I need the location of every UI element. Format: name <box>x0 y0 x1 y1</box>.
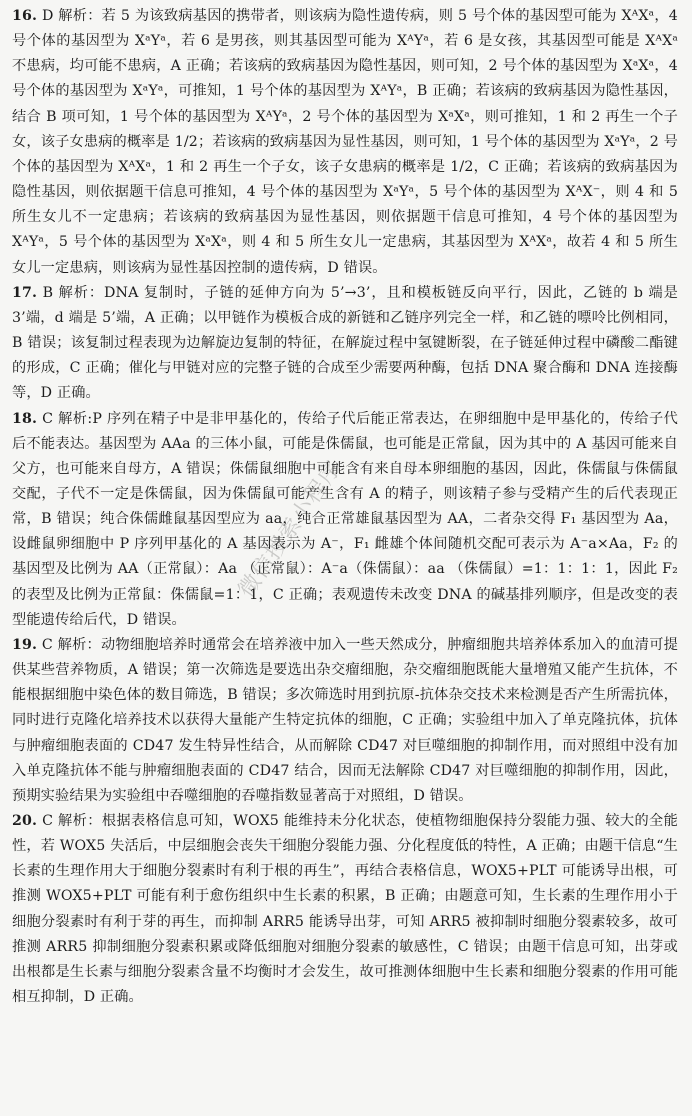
question-number: 19. <box>12 636 38 653</box>
question-number: 20. <box>12 813 38 829</box>
question-number: 18. <box>12 410 38 427</box>
answer-paragraph-20 <box>12 809 678 1010</box>
answer-text: C 解析：动物细胞培养时通常会在培养液中加入一些天然成分，肿瘤细胞共培养体系加入的血清可提供某些营养物质，A 错误；第一次筛选是要选出杂交瘤细胞，杂交瘤细胞既能大量增殖又能产生抗体，不能根据细胞中染色体的数目筛选，B 错误；多次筛选时用到抗原-抗体杂交技术来检测是否产生所需抗体，同时进行克隆化培养技术以获得大量能产生特定抗体的细胞，C 正确；实验组中加入了单克隆抗体，抗体与肿瘤细胞表面的 CD47 发生特异性结合，从而解除 CD47 对巨噬细胞的抑制作用，而对照组中没有加入单克隆抗体不能与肿瘤细胞表面的 CD47 结合，因而无法解除 CD47 对巨噬细胞的抑制作用，因此，预期实验结果为实验组中吞噬细胞的吞噬指数显著高于对照组，D 错误。 <box>12 636 678 804</box>
question-number: 16. <box>12 8 38 24</box>
answer-text: D 解析：若 5 为该致病基因的携带者，则该病为隐性遗传病，则 5 号个体的基因型可能为 XᴬXᵃ，4 号个体的基因型为 XᵃYᵃ，若 6 是男孩，则其基因型可能为 XᴬYᵃ，若 6 是女孩，其基因型可能是 XᴬXᵃ 不患病，均可能不患病，A 正确；若该病的致病基因为隐性基因，则可知，2 号个体的基因型为 XᵃXᵃ，4 号个体的基因型为 XᵃYᵃ，可推知，1 号个体的基因型为 XᴬYᵃ，B 正确；若该病的致病基因为隐性基因，结合 B 项可知，1 号个体的基因型为 XᴬYᵃ，2 号个体的基因型为 XᵃXᵃ，则可推知，1 和 2 再生一个子女，该子女患病的概率是 1/2；若该病的致病基因为显性基因，则可知，1 号个体的基因型为 XᵃYᵃ，2 号个体的基因型为 XᴬXᵃ，1 和 2 再生一个子女，该子女患病的概率是 1/2，C 正确；若该病的致病基因为隐性基因，则依据题干信息可推知，4 号个体的基因型为 XᵃYᵃ，5 号个体的基因型为 XᴬX⁻，则 4 和 5 所生女儿不一定患病；若该病的致病基因为显性基因，则依据题干信息可推知，4 号个体的基因型为 XᴬYᵃ，5 号个体的基因型为 XᵃXᵃ，则 4 和 5 所生女儿一定患病，其基因型为 XᴬXᵃ，故若 4 和 5 所生女儿一定患病，则该病为显性基因控制的遗传病，D 错误。 <box>12 8 678 276</box>
answer-text: B 解析：DNA 复制时，子链的延伸方向为 5’→3’，且和模板链反向平行，因此，乙链的 b 端是 3’端，d 端是 5’端，A 正确；以甲链作为模板合成的新链和乙链序列完全一样，和乙链的嘌呤比例相同，B 错误；该复制过程表现为边解旋边复制的特征，在解旋过程中氢键断裂，在子链延伸过程中磷酸二酯键的形成，C 正确；催化与甲链对应的完整子链的合成至少需要两种酶，包括 DNA 聚合酶和 DNA 连接酶等，D 正确。 <box>12 284 678 402</box>
answer-paragraph-19 <box>12 633 678 809</box>
answer-paragraph-17 <box>12 281 678 407</box>
answer-paragraph-16 <box>12 4 678 281</box>
answer-text: C 解析：根据表格信息可知，WOX5 能维持未分化状态，使植物细胞保持分裂能力强、较大的全能性，若 WOX5 失活后，中层细胞会丧失干细胞分裂能力强、分化程度低的特性，A 正确；由题干信息“生长素的生理作用大于细胞分裂素时有利于根的再生”，再结合表格信息，WOX5+PLT 可能诱导出根，可推测 WOX5+PLT 可能有利于愈伤组织中生长素的积累，B 正确；由题意可知，生长素的生理作用小于细胞分裂素时有利于芽的再生，而抑制 ARR5 能诱导出芽，可知 ARR5 被抑制时细胞分裂素较多，故可推测 ARR5 抑制细胞分裂素积累或降低细胞对细胞分裂素的敏感性，C 错误；由题干信息可知，出芽或出根都是生长素与细胞分裂素含量不均衡时才会发生，故可推测体细胞中生长素和细胞分裂素的作用可能相互抑制，D 正确。 <box>12 813 678 1006</box>
answer-text: C 解析:P 序列在精子中是非甲基化的，传给子代后能正常表达，在卵细胞中是甲基化的，传给子代后不能表达。基因型为 AAa 的三体小鼠，可能是侏儒鼠，也可能是正常鼠，因为其中的 A 基因可能来自父方，也可能来自母方，A 错误；侏儒鼠细胞中可能含有来自母本卵细胞的基因，因此，侏儒鼠与侏儒鼠交配，子代不一定是侏儒鼠，因为侏儒鼠可能产生含有 A 的精子，则该精子参与受精产生的后代表现正常，B 错误；纯合侏儒雌鼠基因型应为 aa，纯合正常雄鼠基因型为 AA，二者杂交得 F₁ 基因型为 Aa，设雌鼠卵细胞中 P 序列甲基化的 A 基因表示为 A⁻，F₁ 雌雄个体间随机交配可表示为 A⁻a×Aa，F₂ 的基因型及比例为 AA（正常鼠）：Aa （正常鼠）：A⁻a（侏儒鼠）：aa （侏儒鼠）=1：1：1：1，因此 F₂ 的表型及比例为正常鼠：侏儒鼠=1：1，C 正确；表观遗传未改变 DNA 的碱基排列顺序，但是改变的表型能遗传给后代，D 错误。 <box>12 410 678 628</box>
watermark: 微信搜索小程序 <box>234 455 347 603</box>
answer-paragraph-18 <box>12 407 678 633</box>
question-number: 17. <box>12 284 38 301</box>
